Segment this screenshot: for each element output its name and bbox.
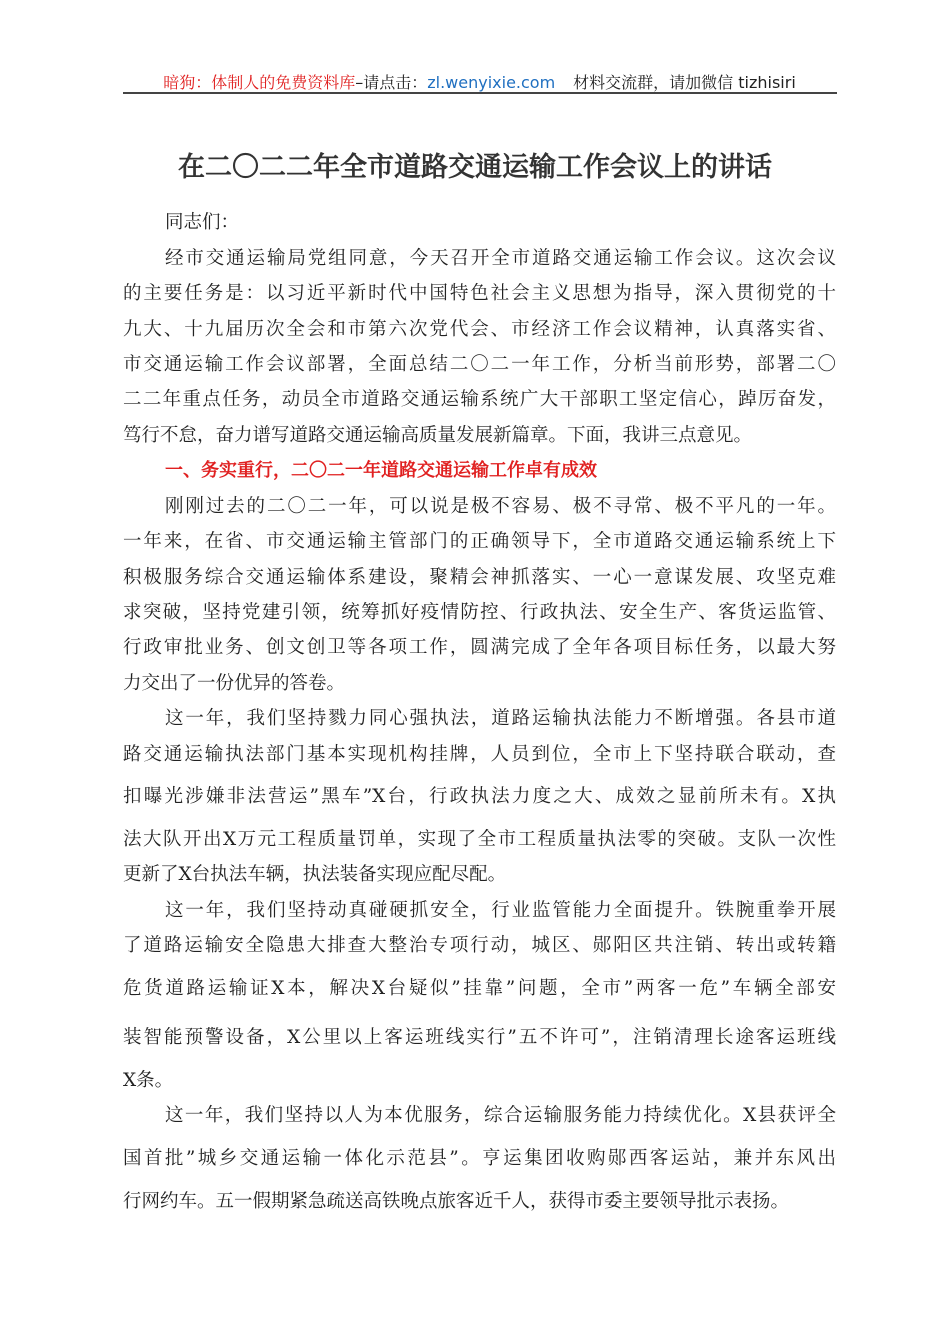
paragraph-line: 力交出了一份优异的答卷。 — [123, 673, 346, 694]
section-heading: 一、务实重行，二〇二一年道路交通运输工作卓有成效 — [165, 460, 597, 481]
paragraph-line: 刚刚过去的二〇二一年，可以说是极不容易、极不寻常、极不平凡的一年。 — [165, 496, 836, 517]
paragraph-line: 一年来，在省、市交通运输主管部门的正确领导下，全市道路交通运输系统上下 — [123, 531, 836, 552]
paragraph-line: 扣曝光涉嫌非法营运”黑车”X台，行政执法力度之大、成效之显前所未有。X执 — [123, 786, 836, 807]
paragraph-line: 的主要任务是：以习近平新时代中国特色社会主义思想为指导，深入贯彻党的十 — [123, 283, 836, 304]
paragraph-line: 二二年重点任务，动员全市道路交通运输系统广大干部职工坚定信心，踔厉奋发， — [123, 389, 836, 410]
paragraph-line: 更新了X台执法车辆，执法装备实现应配尽配。 — [123, 864, 507, 885]
paragraph-line: 国首批”城乡交通运输一体化示范县”。亨运集团收购郧西客运站，兼并东风出 — [123, 1148, 836, 1169]
header-prompt: –请点击： — [355, 73, 428, 92]
paragraph-line: 这一年，我们坚持动真碰硬抓安全，行业监管能力全面提升。铁腕重拳开展 — [165, 900, 836, 921]
page-header — [123, 70, 836, 93]
paragraph-line: 笃行不怠，奋力谱写道路交通运输高质量发展新篇章。下面，我讲三点意见。 — [123, 425, 753, 446]
paragraph-line: X条。 — [123, 1070, 174, 1091]
paragraph-line: 路交通运输执法部门基本实现机构挂牌，人员到位，全市上下坚持联合联动，查 — [123, 744, 836, 765]
header-contact: 材料交流群，请加微信 tizhisiri — [573, 73, 796, 92]
paragraph-line: 法大队开出X万元工程质量罚单，实现了全市工程质量执法零的突破。支队一次性 — [123, 829, 836, 850]
paragraph-line: 积极服务综合交通运输体系建设，聚精会神抓落实、一心一意谋发展、攻坚克难 — [123, 567, 836, 588]
document-title: 在二〇二二年全市道路交通运输工作会议上的讲话 — [178, 152, 772, 183]
paragraph-line: 经市交通运输局党组同意，今天召开全市道路交通运输工作会议。这次会议 — [165, 248, 836, 269]
paragraph-line: 装智能预警设备，X公里以上客运班线实行”五不许可”，注销清理长途客运班线 — [123, 1027, 836, 1048]
header-divider — [123, 92, 837, 94]
paragraph-line: 危货道路运输证X本，解决X台疑似”挂靠”问题，全市”两客一危”车辆全部安 — [123, 978, 836, 999]
paragraph-line: 九大、十九届历次全会和市第六次党代会、市经济工作会议精神，认真落实省、 — [123, 319, 836, 340]
paragraph-line: 了道路运输安全隐患大排查大整治专项行动，城区、郧阳区共注销、转出或转籍 — [123, 935, 836, 956]
greeting: 同志们： — [165, 212, 240, 233]
header-url-link[interactable]: zl.wenyixie.com — [427, 73, 556, 92]
header-brand: 暗狗：体制人的免费资料库 — [163, 73, 356, 92]
paragraph-line: 这一年，我们坚持以人为本优服务，综合运输服务能力持续优化。X县获评全 — [165, 1105, 836, 1126]
paragraph-line: 这一年，我们坚持戮力同心强执法，道路运输执法能力不断增强。各县市道 — [165, 708, 836, 729]
paragraph-line: 市交通运输工作会议部署，全面总结二〇二一年工作，分析当前形势，部署二〇 — [123, 354, 836, 375]
paragraph-line: 求突破，坚持党建引领，统筹抓好疫情防控、行政执法、安全生产、客货运监管、 — [123, 602, 836, 623]
paragraph-line: 行网约车。五一假期紧急疏送高铁晚点旅客近千人，获得市委主要领导批示表扬。 — [123, 1191, 790, 1212]
paragraph-line: 行政审批业务、创文创卫等各项工作，圆满完成了全年各项目标任务，以最大努 — [123, 637, 836, 658]
